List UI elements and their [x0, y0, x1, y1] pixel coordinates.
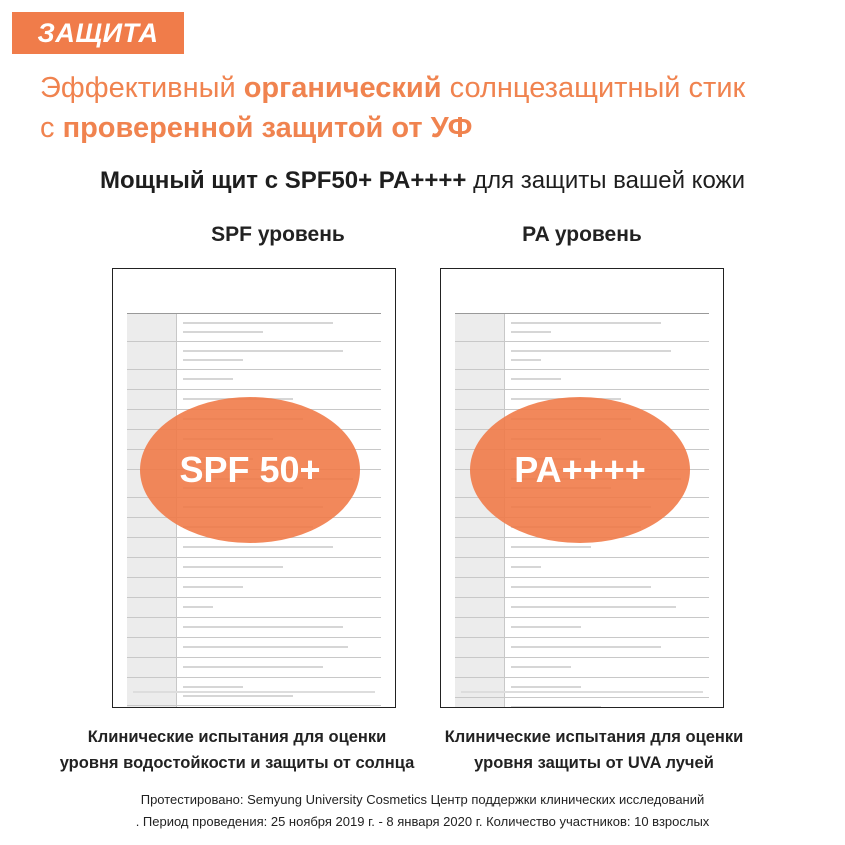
headline-emphasis: органический — [243, 72, 442, 104]
spf-caption-line-1: Клинические испытания для оценки — [87, 728, 387, 746]
table-row — [455, 678, 709, 698]
section-badge-label: ЗАЩИТА — [37, 18, 159, 48]
table-row — [127, 706, 381, 708]
headline — [40, 68, 830, 148]
headline-line-2 — [40, 108, 830, 148]
table-row — [127, 558, 381, 578]
table-row — [455, 658, 709, 678]
table-row — [455, 342, 709, 370]
spf-column-title: SPF уровень — [211, 223, 345, 246]
table-row — [127, 370, 381, 390]
report-header — [449, 273, 715, 281]
headline-text: Эффективный — [40, 72, 244, 104]
spf-caption — [37, 724, 437, 776]
footnote — [0, 789, 845, 833]
subheadline — [0, 167, 845, 195]
table-row — [455, 698, 709, 708]
table-row — [455, 314, 709, 342]
report-header — [121, 273, 387, 281]
spf-badge-label: SPF 50+ — [179, 449, 321, 490]
table-row — [455, 618, 709, 638]
report-footer — [133, 691, 375, 693]
table-row — [127, 342, 381, 370]
table-row — [127, 618, 381, 638]
headline-emphasis: проверенной защитой от УФ — [62, 112, 473, 144]
headline-text: солнцезащитный стик — [441, 72, 746, 104]
pa-caption-line-2: уровня защиты от UVA лучей — [474, 754, 714, 772]
table-row — [455, 638, 709, 658]
subheadline-emphasis: Мощный щит с SPF50+ PA++++ — [99, 167, 467, 194]
section-badge — [12, 12, 184, 54]
table-row — [455, 558, 709, 578]
subheadline-text: для защиты вашей кожи — [466, 167, 745, 194]
table-row — [127, 314, 381, 342]
footnote-line-2: . Период проведения: 25 ноября 2019 г. - 8 января 2020 г. Количество участников: 10 взрослых — [135, 814, 710, 829]
table-row — [455, 370, 709, 390]
footnote-line-1: Протестировано: Semyung University Cosmetics Центр поддержки клинических исследований — [140, 792, 705, 807]
report-footer — [461, 691, 703, 693]
table-row — [455, 598, 709, 618]
table-row — [455, 578, 709, 598]
table-row — [127, 578, 381, 598]
pa-caption — [394, 724, 794, 776]
pa-badge-label: PA++++ — [514, 449, 646, 490]
table-row — [127, 638, 381, 658]
table-row — [127, 598, 381, 618]
headline-text: с — [40, 112, 63, 144]
table-row — [127, 658, 381, 678]
pa-column-title: PA уровень — [522, 223, 642, 246]
spf-caption-line-2: уровня водостойкости и защиты от солнца — [59, 754, 415, 772]
headline-line-1 — [40, 68, 830, 108]
pa-caption-line-1: Клинические испытания для оценки — [444, 728, 744, 746]
